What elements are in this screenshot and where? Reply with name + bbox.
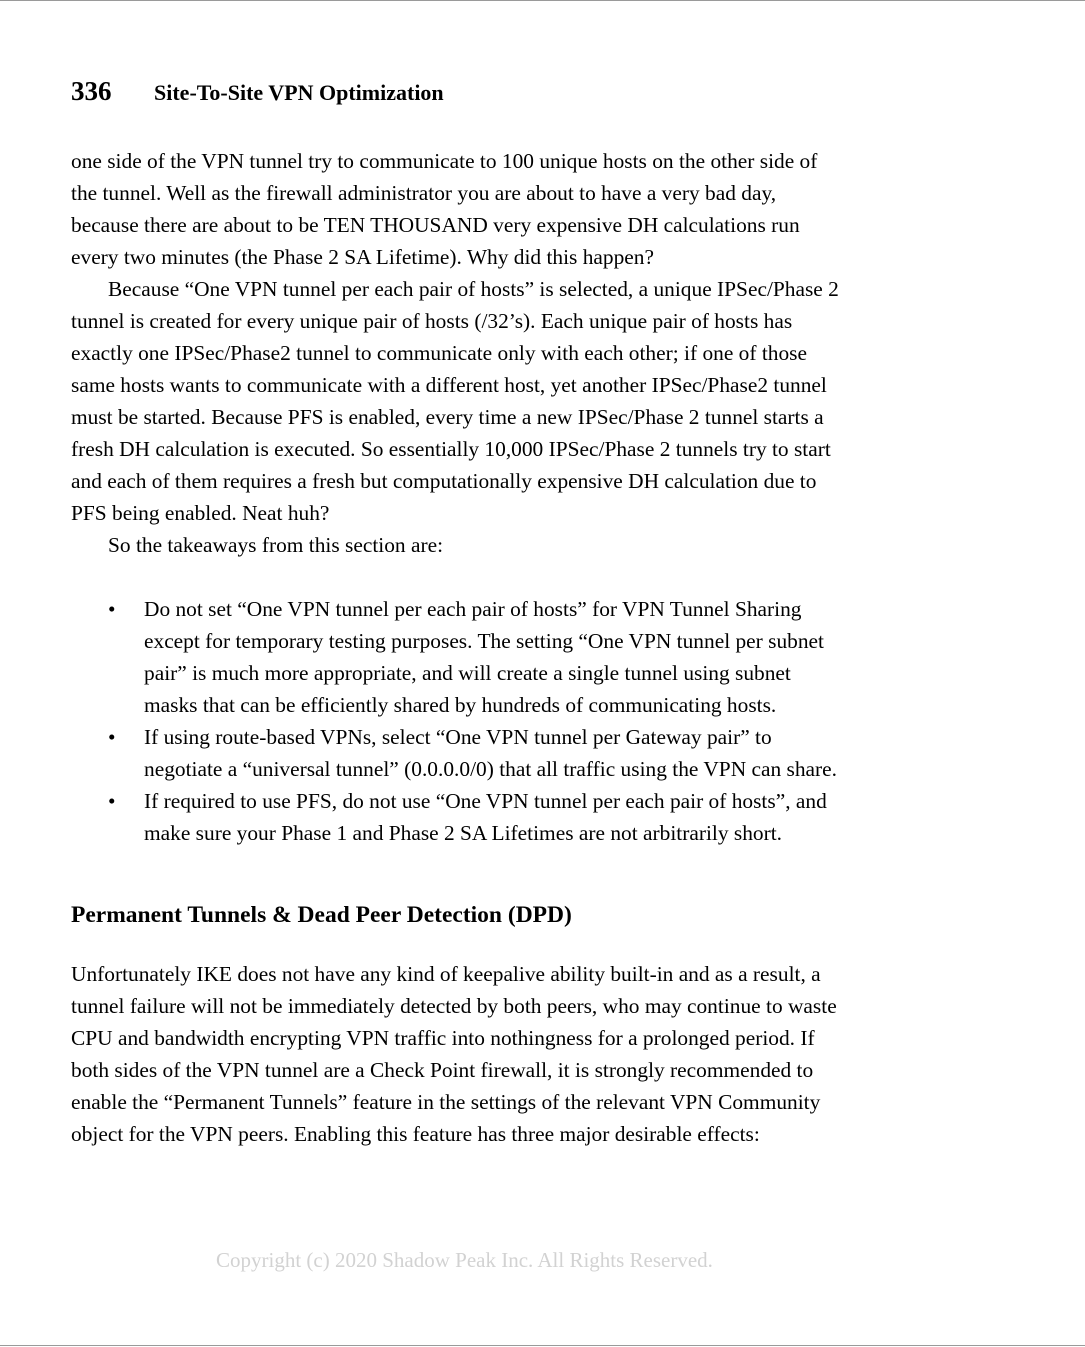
bullet-icon: • — [108, 597, 116, 621]
text-line: must be started. Because PFS is enabled, every time a new IPSec/Phase 2 tunnel starts a — [71, 405, 824, 429]
text-line: Unfortunately IKE does not have any kind of keepalive ability built-in and as a result, a — [71, 962, 821, 986]
list-item — [71, 721, 951, 785]
text-line: pair” is much more appropriate, and will create a single tunnel using subnet — [144, 661, 791, 685]
copyright-notice: Copyright (c) 2020 Shadow Peak Inc. All Rights Reserved. — [216, 1248, 713, 1272]
text-line: the tunnel. Well as the firewall administrator you are about to have a very bad day, — [71, 181, 777, 205]
text-line: every two minutes (the Phase 2 SA Lifetime). Why did this happen? — [71, 245, 654, 269]
text-line: So the takeaways from this section are: — [108, 533, 444, 557]
text-line: Do not set “One VPN tunnel per each pair of hosts” for VPN Tunnel Sharing — [144, 597, 802, 621]
text-line: one side of the VPN tunnel try to communicate to 100 unique hosts on the other side of — [71, 149, 818, 173]
paragraph-1 — [71, 145, 951, 273]
paragraph-3 — [71, 529, 951, 561]
page-number: 336 — [71, 76, 112, 106]
text-line: If using route-based VPNs, select “One VPN tunnel per Gateway pair” to — [144, 725, 772, 749]
paragraph-2 — [71, 273, 951, 529]
text-line: tunnel is created for every unique pair of hosts (/32’s). Each unique pair of hosts has — [71, 309, 793, 333]
bullet-icon: • — [108, 725, 116, 749]
bullet-icon: • — [108, 789, 116, 813]
text-line: both sides of the VPN tunnel are a Check Point firewall, it is strongly recommended to — [71, 1058, 814, 1082]
text-line: same hosts wants to communicate with a different host, yet another IPSec/Phase2 tunnel — [71, 373, 827, 397]
running-title: Site-To-Site VPN Optimization — [154, 80, 444, 105]
text-line: because there are about to be TEN THOUSAND very expensive DH calculations run — [71, 213, 800, 237]
takeaways-list — [71, 593, 951, 849]
text-line: fresh DH calculation is executed. So essentially 10,000 IPSec/Phase 2 tunnels try to start — [71, 437, 831, 461]
text-line: except for temporary testing purposes. The setting “One VPN tunnel per subnet — [144, 629, 824, 653]
text-line: Because “One VPN tunnel per each pair of hosts” is selected, a unique IPSec/Phase 2 — [108, 277, 839, 301]
text-line: tunnel failure will not be immediately detected by both peers, who may continue to waste — [71, 994, 837, 1018]
list-item — [71, 593, 951, 721]
top-border — [0, 0, 1085, 1]
text-line: exactly one IPSec/Phase2 tunnel to communicate only with each other; if one of those — [71, 341, 807, 365]
section-heading: Permanent Tunnels & Dead Peer Detection (DPD) — [71, 902, 572, 928]
bottom-border — [0, 1345, 1085, 1346]
paragraph-4 — [71, 958, 951, 1150]
text-line: negotiate a “universal tunnel” (0.0.0.0/0) that all traffic using the VPN can share. — [144, 757, 838, 781]
text-line: CPU and bandwidth encrypting VPN traffic into nothingness for a prolonged period. If — [71, 1026, 815, 1050]
text-line: and each of them requires a fresh but computationally expensive DH calculation due to — [71, 469, 817, 493]
text-line: make sure your Phase 1 and Phase 2 SA Lifetimes are not arbitrarily short. — [144, 821, 783, 845]
text-line: If required to use PFS, do not use “One VPN tunnel per each pair of hosts”, and — [144, 789, 827, 813]
text-line: PFS being enabled. Neat huh? — [71, 501, 330, 525]
text-line: object for the VPN peers. Enabling this feature has three major desirable effects: — [71, 1122, 760, 1146]
text-line: enable the “Permanent Tunnels” feature in the settings of the relevant VPN Community — [71, 1090, 821, 1114]
list-item — [71, 785, 951, 849]
text-line: masks that can be efficiently shared by hundreds of communicating hosts. — [144, 693, 777, 717]
